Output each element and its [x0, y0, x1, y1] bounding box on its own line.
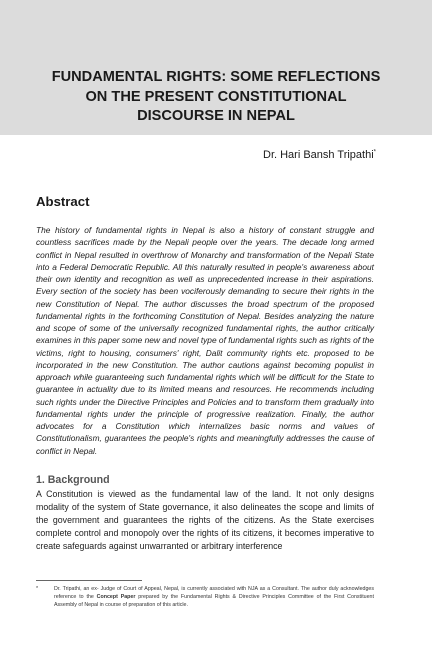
footnote-bold-reference: Concept Paper: [96, 593, 136, 600]
abstract-text: The history of fundamental rights in Nepal is also a history of constant struggle and countless sacrifices made by the Nepali people over the years. The decade long armed conflict in Nepal resulted in overthrow of Monarchy and transformation of the Nepali State into a Federal Democratic Republic. All this naturally resulted in people's awareness about their own identity and recognition as well as unprecedented increase in their aspirations. Every section of the society has been vociferously demanding to secure their rights in the new Constitution of Nepal. The author discusses the broad spectrum of the proposed fundamental rights in the forthcoming Constitution of Nepal. Besides analyzing the nature and scope of some of the universally recognized fundamental rights, the author critically examines in this paper some new and novel type of fundamental rights such as rights of the victims, right to housing, consumers' right, Dalit community rights etc. proposed to be incorporated in the new Constitution. The author cautions against becoming populist in approach while guaranteeing such fundamental rights which will be difficult for the State to guarantee in actuality due to its limited means and resources. He recommends including such rights under the Directive Principles and Policies and to transform them gradually into fundamental rights under the principle of progressive realization. Finally, the author advocates for a Constitution which internalizes basic norms and values of Constitutionalism, guarantees the people's rights and meaningfully addresses the cause of conflict in Nepal.: [36, 225, 374, 456]
article-title: [20, 68, 412, 127]
footnote-text-before: Dr. Tripathi, an ex- Judge of Court of Appeal, Nepal, is currently associated with NJA as a Consultant. The author duly acknowledges reference to the: [54, 586, 374, 600]
title-line-2: ON THE PRESENT CONSTITUTIONAL: [85, 88, 347, 105]
author-footnote-mark: *: [373, 149, 376, 156]
footnote-mark: *: [36, 586, 39, 592]
footnote: [36, 586, 374, 609]
footnote-text-after: prepared by the Fundamental Rights & Directive Principles Committee of the First Constituent Assembly of Nepal in course of preparation of this article.: [54, 593, 374, 608]
title-line-1: FUNDAMENTAL RIGHTS: SOME REFLECTIONS: [51, 69, 381, 85]
section-body-text: A Constitution is viewed as the fundamental law of the land. It not only designs modality of the system of State governance, it also delineates the scope and limits of the government and guarantees the rights of the citizens. As the State exercises complete control and monopoly over the rights of its citizens, it becomes imperative to create safeguards against unwarranted or arbitrary interference: [36, 489, 374, 552]
author-name: Dr. Hari Bansh Tripathi: [263, 149, 374, 161]
footnote-text: [54, 586, 374, 609]
author-line: [263, 149, 376, 161]
abstract-heading: Abstract: [36, 194, 90, 209]
title-line-3: DISCOURSE IN NEPAL: [137, 108, 295, 124]
footnote-divider: [36, 580, 142, 581]
section-heading-background: 1. Background: [36, 474, 110, 486]
